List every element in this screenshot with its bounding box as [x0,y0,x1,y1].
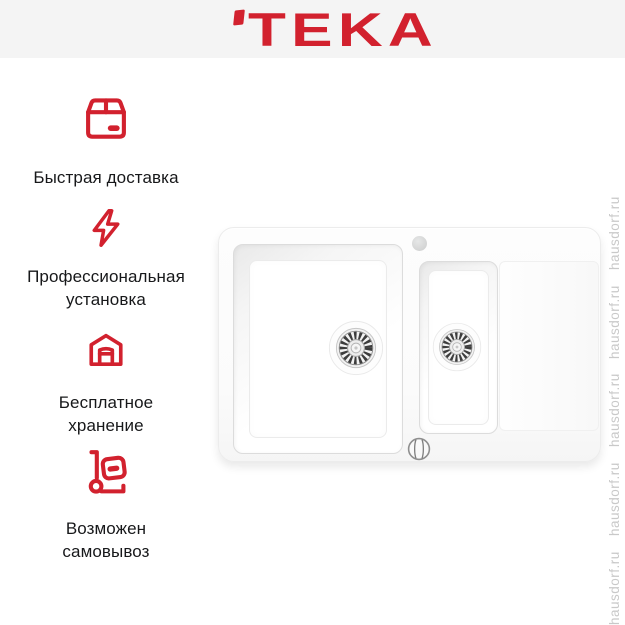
drain-strainer-right-icon [432,322,482,372]
drainboard [499,261,599,431]
watermark-text: hausdorf.ru [607,373,622,448]
feature-pickup-available [6,444,206,563]
logo-text: TEKA [247,2,438,56]
feature-label: Быстрая доставка [33,168,179,187]
drain-strainer-left-icon [328,320,384,376]
feature-label: Возможен самовывоз [62,519,150,561]
feature-free-storage [6,327,206,437]
logo-tick-mark [233,9,245,25]
product-image-sink [218,227,601,462]
hand-truck-icon [77,444,135,507]
faucet-hole [412,236,427,251]
watermark-text: hausdorf.ru [607,462,622,537]
feature-label: Профессиональная установка [27,267,185,309]
watermark-text: hausdorf.ru [607,196,622,270]
watermark-column [607,96,622,625]
feature-label: Бесплатное хранение [58,393,154,435]
header-band [0,0,625,58]
feature-professional-installation [6,206,206,311]
waste-control-knob-icon [406,436,432,462]
watermark-text: hausdorf.ru [607,551,622,625]
teka-logo [234,2,438,56]
package-icon [77,90,135,153]
feature-fast-delivery [6,90,206,189]
warehouse-icon [83,327,129,378]
lightning-icon [84,206,128,255]
watermark-text: hausdorf.ru [607,284,622,359]
